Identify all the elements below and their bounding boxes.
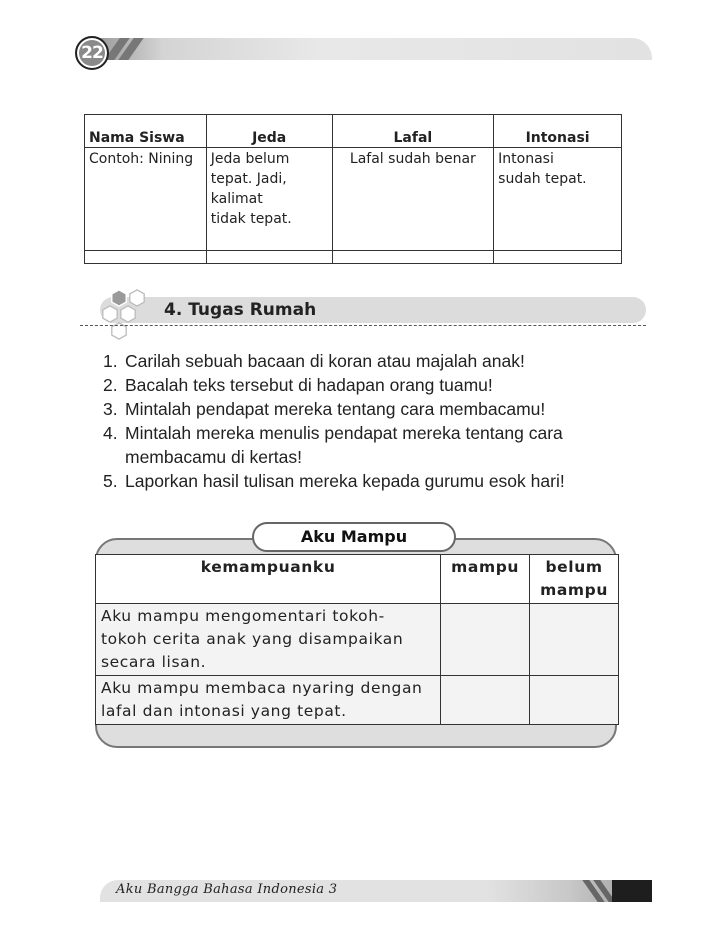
task-list	[103, 349, 643, 493]
text-line: Jeda belum	[210, 151, 290, 167]
checkbox-cell-can[interactable]	[441, 676, 530, 725]
text-line: tokoh cerita anak yang disampaikan	[101, 630, 404, 648]
column-header-jeda: Jeda	[206, 115, 332, 148]
text-line: sudah tepat.	[498, 171, 587, 187]
checkbox-cell-cannot[interactable]	[530, 604, 619, 676]
column-header-ability: kemampuanku	[96, 555, 441, 604]
empty-row	[85, 251, 622, 264]
item-text: Laporkan hasil tulisan mereka kepada gurumu esok hari!	[125, 471, 565, 491]
list-item	[103, 469, 643, 493]
self-eval-table	[95, 554, 619, 725]
list-item	[103, 421, 643, 469]
column-header-intonasi: Intonasi	[494, 115, 622, 148]
empty-cell	[85, 251, 207, 264]
column-header-lafal: Lafal	[332, 115, 494, 148]
item-number: 1.	[103, 351, 118, 371]
list-item	[103, 373, 643, 397]
item-text	[125, 421, 563, 469]
text-line: lafal dan intonasi yang tepat.	[101, 702, 347, 720]
column-header-can: mampu	[441, 555, 530, 604]
example-jeda	[206, 148, 332, 251]
list-item	[103, 349, 643, 373]
empty-cell	[332, 251, 494, 264]
hexagon-icon	[101, 305, 119, 323]
assessment-table	[84, 114, 622, 264]
text-line: Mintalah mereka menulis pendapat mereka tentang cara	[125, 423, 563, 443]
text-line: kalimat	[210, 191, 263, 207]
item-text: Carilah sebuah bacaan di koran atau majalah anak!	[125, 351, 525, 371]
table-row	[96, 676, 619, 725]
section-divider	[80, 325, 646, 326]
table-row	[96, 604, 619, 676]
self-eval-title: Aku Mampu	[252, 522, 456, 552]
hexagon-icon	[119, 305, 137, 323]
text-line: mampu	[540, 581, 608, 599]
empty-cell	[206, 251, 332, 264]
item-number: 5.	[103, 471, 118, 491]
ability-cell	[96, 604, 441, 676]
example-intonasi	[494, 148, 622, 251]
empty-cell	[494, 251, 622, 264]
column-header-cannot	[530, 555, 619, 604]
item-text: Mintalah pendapat mereka tentang cara membacamu!	[125, 399, 546, 419]
example-row	[85, 148, 622, 251]
text-line: membacamu di kertas!	[125, 447, 303, 467]
checkbox-cell-cannot[interactable]	[530, 676, 619, 725]
footer-book-title: Aku Bangga Bahasa Indonesia 3	[116, 882, 338, 897]
checkbox-cell-can[interactable]	[441, 604, 530, 676]
footer-block	[612, 880, 652, 902]
text-line: tidak tepat.	[210, 211, 292, 227]
item-number: 4.	[103, 423, 118, 443]
example-lafal: Lafal sudah benar	[332, 148, 494, 251]
list-item	[103, 397, 643, 421]
item-number: 2.	[103, 375, 118, 395]
text-line: Intonasi	[498, 151, 554, 167]
text-line: Aku mampu membaca nyaring dengan	[101, 679, 423, 697]
example-name: Contoh: Nining	[85, 148, 207, 251]
text-line: belum	[545, 558, 603, 576]
text-line: tepat. Jadi,	[210, 171, 287, 187]
item-text: Bacalah teks tersebut di hadapan orang tuamu!	[125, 375, 493, 395]
item-number: 3.	[103, 399, 118, 419]
text-line: secara lisan.	[101, 653, 207, 671]
section-title: 4. Tugas Rumah	[164, 300, 317, 320]
column-header-name: Nama Siswa	[85, 115, 207, 148]
text-line: Aku mampu mengomentari tokoh-	[101, 607, 385, 625]
ability-cell	[96, 676, 441, 725]
top-header-bar	[96, 38, 652, 60]
page-number: 22	[75, 36, 109, 70]
